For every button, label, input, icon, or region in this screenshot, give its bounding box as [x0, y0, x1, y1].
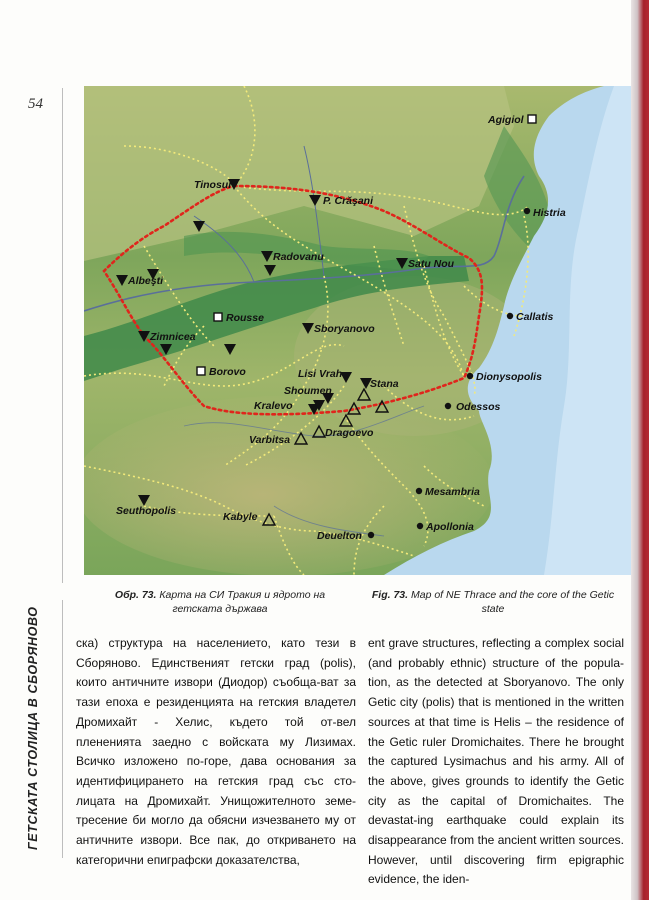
borovo-marker — [197, 367, 205, 375]
albesti-label: Albeşti — [128, 275, 164, 287]
dionysopolis-marker — [467, 373, 473, 379]
histria-marker — [524, 208, 530, 214]
caption-bg-text: Карта на СИ Тракия и ядрото на гетската държава — [159, 589, 326, 615]
margin-rule-top — [62, 88, 63, 583]
varbitsa-label: Varbitsa — [249, 434, 291, 446]
odessos-label: Odessos — [456, 401, 501, 413]
body-text-bg — [76, 634, 356, 870]
running-title-text: ГЕТСКАТА СТОЛИЦА В СБОРЯНОВО — [26, 606, 40, 850]
shoumen-label: Shoumen — [284, 385, 332, 397]
page-number: 54 — [28, 96, 43, 112]
kralevo-label: Kralevo — [254, 400, 293, 412]
satunou-label: Satu Nou — [408, 258, 455, 270]
dragoevo-label: Dragoevo — [325, 427, 374, 439]
borovo-label: Borovo — [209, 366, 246, 378]
agigiol-label: Agigiol — [488, 114, 524, 126]
stana-label: Stana — [370, 378, 399, 390]
deuelton-label: Deuelton — [317, 530, 362, 542]
rousse-marker — [214, 313, 222, 321]
agigiol-marker — [528, 115, 536, 123]
caption-bg-fig: Обр. 73. — [114, 589, 157, 601]
seuthopolis-label: Seuthopolis — [116, 505, 177, 517]
page-edge — [631, 0, 649, 900]
map-figure — [84, 86, 631, 575]
rousse-label: Rousse — [226, 312, 264, 324]
margin-rule-bottom — [62, 600, 63, 858]
paragraph-en: ent grave structures, reflecting a complex social (and probably ethnic) structure of the popula-tion, as the detected at Sboryanovo. The only Getic city (polis) that is mentioned in the written sources at that time is Helis – the residence of the Getic ruler Dromichaites. There he brought the captured Lysimachus and his army. All of the above, gives grounds to identify the Getic city as the capital of Dromichaites. The devastat-ing earthquake could explain its disappearance from the ancient written sources. However, until discovering firm epigraphic evidence, the iden- — [368, 636, 624, 887]
kabyle-label: Kabyle — [223, 511, 258, 523]
dionysopolis-label: Dionysopolis — [476, 371, 542, 383]
caption-en-fig: Fig. 73. — [371, 589, 409, 601]
caption-en — [368, 588, 618, 616]
paragraph-bg: ска) структура на населението, като тези в Сборяново. Единственият гетски град (polis), които античните извори (Диодор) съобща-ват за тази епоха е резиденцията на гетския владетел Дромихайт - Хелис, където той от-вел плененията заедно с войската му Лизимах. Всичко изложено по-горе, дава основания за идентифицирането на гетския град със сто-лицата на Дромихайт. Унищожителното земе-тресение би могло да обясни изчезването му от античните извори. Все пак, до откриването на категорични епиграфски доказателства, — [76, 636, 356, 867]
sboryanovo-label: Sboryanovo — [314, 323, 375, 335]
mesambria-label: Mesambria — [425, 486, 480, 498]
lisivrah-label: Lisi Vrah — [298, 368, 343, 380]
caption-en-text: Map of NE Thrace and the core of the Getic state — [411, 589, 615, 615]
callatis-marker — [507, 313, 513, 319]
body-text-en — [368, 634, 624, 890]
apollonia-marker — [417, 523, 423, 529]
crasani-label: P. Crăşani — [323, 195, 374, 207]
histria-label: Histria — [533, 207, 566, 219]
apollonia-label: Apollonia — [426, 521, 474, 533]
tinosul-label: Tinosul — [194, 179, 232, 191]
odessos-marker — [445, 403, 451, 409]
running-title — [26, 606, 48, 850]
zimnicea-label: Zimnicea — [150, 331, 196, 343]
radovanu-label: Radovanu — [273, 251, 324, 263]
callatis-label: Callatis — [516, 311, 554, 323]
deuelton-marker — [368, 532, 374, 538]
mesambria-marker — [416, 488, 422, 494]
map-svg — [84, 86, 631, 575]
caption-bg — [100, 588, 340, 616]
